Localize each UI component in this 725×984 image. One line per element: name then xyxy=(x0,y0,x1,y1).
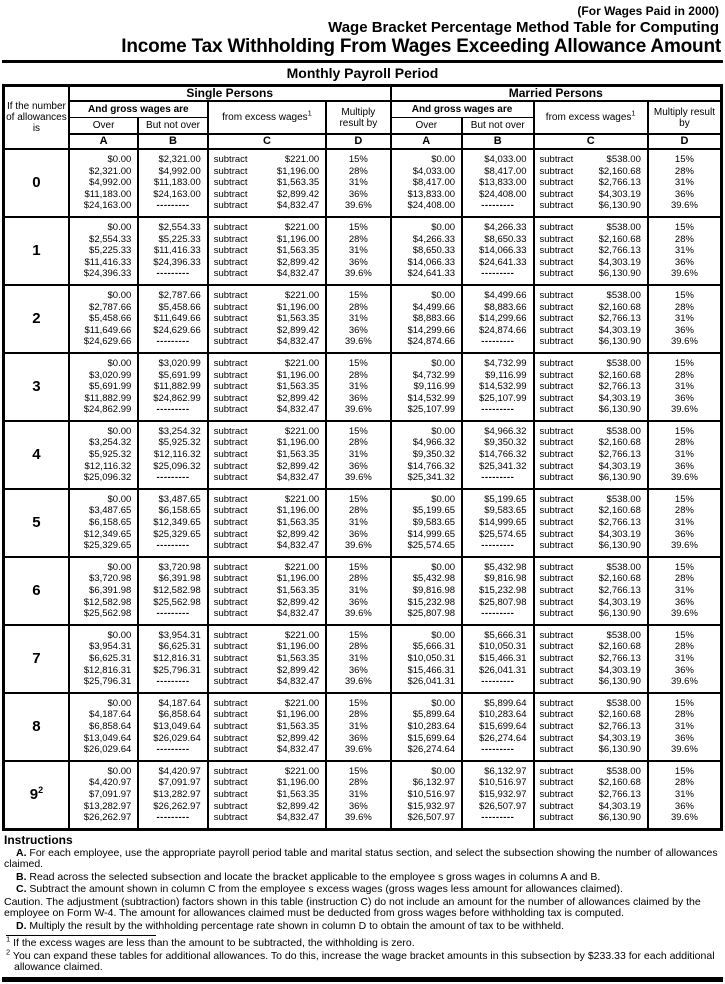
single-multiply-rate-cell: 15% 28% 31% 36% 39.6% xyxy=(326,217,390,285)
single-over-cell: $0.00 $2,554.33 $5,225.33 $11,416.33 $24,396.33 xyxy=(69,217,138,285)
instruction-d-label: D. xyxy=(16,919,27,932)
married-multiply-rate-cell: 15% 28% 31% 36% 39.6% xyxy=(648,353,722,421)
allowance-count: 0 xyxy=(4,149,69,217)
title-line-1: Wage Bracket Percentage Method Table for Computing xyxy=(328,19,719,36)
allowance-row-6 xyxy=(4,557,722,625)
allowance-row-3 xyxy=(4,353,722,421)
single-not-over-header: But not over xyxy=(138,118,207,135)
single-subtract-cell: subtract $221.00 subtract $1,196.00 subtract $1,563.35 subtract $2,899.42 subtract $4,832.47 xyxy=(208,217,326,285)
married-subtract-cell: subtract $538.00 subtract $2,160.68 subtract $2,766.13 subtract $4,303.19 subtract $6,130.90 xyxy=(534,421,648,489)
single-over-cell: $0.00 $2,787.66 $5,458.66 $11,649.66 $24,629.66 xyxy=(69,285,138,353)
column-letter-c: C xyxy=(534,134,648,149)
single-over-cell: $0.00 $4,420.97 $7,091.97 $13,282.97 $26,262.97 xyxy=(69,761,138,829)
column-letter-b: B xyxy=(462,134,533,149)
single-but-not-over-cell: $3,020.99 $5,691.99 $11,882.99 $24,862.99 --------- xyxy=(138,353,207,421)
married-subtract-cell: subtract $538.00 subtract $2,160.68 subtract $2,766.13 subtract $4,303.19 subtract $6,130.90 xyxy=(534,761,648,829)
allowance-row-8 xyxy=(4,693,722,761)
column-letter-b: B xyxy=(138,134,207,149)
single-but-not-over-cell: $2,554.33 $5,225.33 $11,416.33 $24,396.33 --------- xyxy=(138,217,207,285)
married-multiply-rate-cell: 15% 28% 31% 36% 39.6% xyxy=(648,149,722,217)
married-over-cell: $0.00 $5,666.31 $10,050.31 $15,466.31 $26,041.31 xyxy=(391,625,462,693)
allowance-footnote-ref: 2 xyxy=(38,785,44,796)
married-but-not-over-cell: $4,033.00 $8,417.00 $13,833.00 $24,408.00 --------- xyxy=(462,149,533,217)
single-subtract-cell: subtract $221.00 subtract $1,196.00 subtract $1,563.35 subtract $2,899.42 subtract $4,832.47 xyxy=(208,557,326,625)
single-but-not-over-cell: $3,254.32 $5,925.32 $12,116.32 $25,096.32 --------- xyxy=(138,421,207,489)
single-subtract-cell: subtract $221.00 subtract $1,196.00 subtract $1,563.35 subtract $2,899.42 subtract $4,832.47 xyxy=(208,353,326,421)
single-over-cell: $0.00 $2,321.00 $4,992.00 $11,183.00 $24,163.00 xyxy=(69,149,138,217)
page-bottom-rule xyxy=(2,977,723,982)
column-letter-d: D xyxy=(326,134,390,149)
allowance-count: 5 xyxy=(4,489,69,557)
married-but-not-over-cell: $5,666.31 $10,050.31 $15,466.31 $26,041.31 --------- xyxy=(462,625,533,693)
married-subtract-cell: subtract $538.00 subtract $2,160.68 subtract $2,766.13 subtract $4,303.19 subtract $6,130.90 xyxy=(534,217,648,285)
instruction-b-label: B. xyxy=(16,870,27,883)
married-subtract-cell: subtract $538.00 subtract $2,160.68 subtract $2,766.13 subtract $4,303.19 subtract $6,130.90 xyxy=(534,489,648,557)
allowance-row-2 xyxy=(4,285,722,353)
single-multiply-rate-cell: 15% 28% 31% 36% 39.6% xyxy=(326,421,390,489)
single-multiply-rate-cell: 15% 28% 31% 36% 39.6% xyxy=(326,285,390,353)
single-subtract-cell: subtract $221.00 subtract $1,196.00 subtract $1,563.35 subtract $2,899.42 subtract $4,832.47 xyxy=(208,285,326,353)
single-but-not-over-cell: $2,787.66 $5,458.66 $11,649.66 $24,629.66 --------- xyxy=(138,285,207,353)
married-multiply-rate-cell: 15% 28% 31% 36% 39.6% xyxy=(648,421,722,489)
footnote-2 xyxy=(6,947,721,974)
married-subtract-cell: subtract $538.00 subtract $2,160.68 subtract $2,766.13 subtract $4,303.19 subtract $6,130.90 xyxy=(534,557,648,625)
instruction-b xyxy=(4,872,721,884)
single-over-header: Over xyxy=(69,118,138,135)
married-multiply-rate-cell: 15% 28% 31% 36% 39.6% xyxy=(648,625,722,693)
single-but-not-over-cell: $4,420.97 $7,091.97 $13,282.97 $26,262.97 --------- xyxy=(138,761,207,829)
allowance-count: 7 xyxy=(4,625,69,693)
married-over-cell: $0.00 $5,199.65 $9,583.65 $14,999.65 $25,574.65 xyxy=(391,489,462,557)
allowances-header: If the number of allowances is xyxy=(4,86,69,150)
wage-bracket-table xyxy=(2,84,723,831)
footnote-1-text: If the excess wages are less than the amount to be subtracted, the withholding is zero. xyxy=(10,937,415,950)
footnote-2-ref: 2 xyxy=(6,947,11,957)
married-persons-header: Married Persons xyxy=(391,86,722,102)
instruction-a-text: For each employee, use the appropriate payroll period table and marital status section, and select the subsection showing the number of allowances claimed. xyxy=(4,846,718,871)
single-persons-header: Single Persons xyxy=(69,86,391,102)
married-over-cell: $0.00 $5,432.98 $9,816.98 $15,232.98 $25,807.98 xyxy=(391,557,462,625)
married-subtract-cell: subtract $538.00 subtract $2,160.68 subtract $2,766.13 subtract $4,303.19 subtract $6,130.90 xyxy=(534,693,648,761)
married-multiply-rate-cell: 15% 28% 31% 36% 39.6% xyxy=(648,285,722,353)
married-multiply-rate-cell: 15% 28% 31% 36% 39.6% xyxy=(648,761,722,829)
married-multiply-rate-cell: 15% 28% 31% 36% 39.6% xyxy=(648,693,722,761)
single-subtract-cell: subtract $221.00 subtract $1,196.00 subtract $1,563.35 subtract $2,899.42 subtract $4,832.47 xyxy=(208,421,326,489)
married-but-not-over-cell: $5,432.98 $9,816.98 $15,232.98 $25,807.98 --------- xyxy=(462,557,533,625)
instruction-a xyxy=(4,848,721,871)
married-over-cell: $0.00 $4,266.33 $8,650.33 $14,066.33 $24,641.33 xyxy=(391,217,462,285)
single-over-cell: $0.00 $3,020.99 $5,691.99 $11,882.99 $24,862.99 xyxy=(69,353,138,421)
married-but-not-over-cell: $5,199.65 $9,583.65 $14,999.65 $25,574.65 --------- xyxy=(462,489,533,557)
column-letter-a: A xyxy=(69,134,138,149)
single-subtract-cell: subtract $221.00 subtract $1,196.00 subtract $1,563.35 subtract $2,899.42 subtract $4,832.47 xyxy=(208,693,326,761)
single-subtract-header xyxy=(208,101,326,134)
instruction-c-label: C. xyxy=(16,883,27,896)
footnote-2-text: You can expand these tables for additional allowances. To do this, increase the wage bracket amounts in this subsection by $233.33 for each additional allowance claimed. xyxy=(10,949,715,974)
allowance-count: 8 xyxy=(4,693,69,761)
allowance-count: 2 xyxy=(4,285,69,353)
instruction-caution-text: The adjustment (subtraction) factors shown in this table (instruction C) do not include an amount for the number of allowances claimed by the employee on Form W-4. The amount for allowances claimed must be deducted from gross wages before withholding tax is computed. xyxy=(4,895,701,920)
single-but-not-over-cell: $2,321.00 $4,992.00 $11,183.00 $24,163.00 --------- xyxy=(138,149,207,217)
allowance-count: $9^2$ xyxy=(4,761,69,829)
married-over-cell: $0.00 $4,966.32 $9,350.32 $14,766.32 $25,341.32 xyxy=(391,421,462,489)
column-letter-d: D xyxy=(648,134,722,149)
single-gross-wages-header: And gross wages are xyxy=(69,101,208,118)
column-letter-a: A xyxy=(391,134,462,149)
married-but-not-over-cell: $5,899.64 $10,283.64 $15,699.64 $26,274.64 --------- xyxy=(462,693,533,761)
instruction-a-label: A. xyxy=(16,846,27,859)
single-multiply-rate-cell: 15% 28% 31% 36% 39.6% xyxy=(326,353,390,421)
single-over-cell: $0.00 $3,954.31 $6,625.31 $12,816.31 $25,796.31 xyxy=(69,625,138,693)
allowance-row-1 xyxy=(4,217,722,285)
married-but-not-over-cell: $4,732.99 $9,116.99 $14,532.99 $25,107.99 --------- xyxy=(462,353,533,421)
single-over-cell: $0.00 $4,187.64 $6,858.64 $13,049.64 $26,029.64 xyxy=(69,693,138,761)
footnote-1-ref: 1 xyxy=(6,934,11,944)
footnotes-section xyxy=(2,934,723,974)
married-over-cell: $0.00 $4,732.99 $9,116.99 $14,532.99 $25,107.99 xyxy=(391,353,462,421)
single-but-not-over-cell: $3,487.65 $6,158.65 $12,349.65 $25,329.65 --------- xyxy=(138,489,207,557)
allowance-count: 6 xyxy=(4,557,69,625)
footnote-ref-1: 1 xyxy=(631,108,636,118)
married-over-cell: $0.00 $4,499.66 $8,883.66 $14,299.66 $24,874.66 xyxy=(391,285,462,353)
title-line-2: Income Tax Withholding From Wages Exceeding Allowance Amount xyxy=(121,36,721,57)
single-multiply-rate-cell: 15% 28% 31% 36% 39.6% xyxy=(326,557,390,625)
single-multiply-rate-cell: 15% 28% 31% 36% 39.6% xyxy=(326,625,390,693)
married-subtract-cell: subtract $538.00 subtract $2,160.68 subtract $2,766.13 subtract $4,303.19 subtract $6,130.90 xyxy=(534,353,648,421)
table-body xyxy=(4,149,722,829)
married-over-header: Over xyxy=(391,118,462,135)
married-over-cell: $0.00 $5,899.64 $10,283.64 $15,699.64 $26,274.64 xyxy=(391,693,462,761)
married-not-over-header: But not over xyxy=(462,118,533,135)
married-multiply-rate-cell: 15% 28% 31% 36% 39.6% xyxy=(648,557,722,625)
married-multiply-rate-cell: 15% 28% 31% 36% 39.6% xyxy=(648,489,722,557)
married-subtract-cell: subtract $538.00 subtract $2,160.68 subtract $2,766.13 subtract $4,303.19 subtract $6,130.90 xyxy=(534,285,648,353)
instruction-caution-label: Caution. xyxy=(4,895,44,908)
allowance-row-9 xyxy=(4,761,722,829)
instruction-b-text: Read across the selected subsection and locate the bracket applicable to the employee s gross wages in columns A and B. xyxy=(26,870,601,883)
single-but-not-over-cell: $4,187.64 $6,858.64 $13,049.64 $26,029.64 --------- xyxy=(138,693,207,761)
married-over-cell: $0.00 $4,033.00 $8,417.00 $13,833.00 $24,408.00 xyxy=(391,149,462,217)
instruction-c-text: Subtract the amount shown in column C from the employee s excess wages (gross wages less amount for allowances claimed). xyxy=(26,883,623,896)
married-subtract-header xyxy=(534,101,648,134)
married-but-not-over-cell: $4,266.33 $8,650.33 $14,066.33 $24,641.33 --------- xyxy=(462,217,533,285)
single-subtract-cell: subtract $221.00 subtract $1,196.00 subtract $1,563.35 subtract $2,899.42 subtract $4,832.47 xyxy=(208,149,326,217)
allowance-count: 4 xyxy=(4,421,69,489)
single-over-cell: $0.00 $3,254.32 $5,925.32 $12,116.32 $25,096.32 xyxy=(69,421,138,489)
married-but-not-over-cell: $4,966.32 $9,350.32 $14,766.32 $25,341.32 --------- xyxy=(462,421,533,489)
subtract-header-text: from excess wages xyxy=(545,112,632,123)
instruction-d-text: Multiply the result by the withholding percentage rate shown in column D to obtain the amount of tax to be withheld. xyxy=(26,919,565,932)
single-subtract-cell: subtract $221.00 subtract $1,196.00 subtract $1,563.35 subtract $2,899.42 subtract $4,832.47 xyxy=(208,489,326,557)
allowance-row-0 xyxy=(4,149,722,217)
single-subtract-cell: subtract $221.00 subtract $1,196.00 subtract $1,563.35 subtract $2,899.42 subtract $4,832.47 xyxy=(208,625,326,693)
allowance-row-5 xyxy=(4,489,722,557)
single-over-cell: $0.00 $3,487.65 $6,158.65 $12,349.65 $25,329.65 xyxy=(69,489,138,557)
single-over-cell: $0.00 $3,720.98 $6,391.98 $12,582.98 $25,562.98 xyxy=(69,557,138,625)
married-but-not-over-cell: $6,132.97 $10,516.97 $15,932.97 $26,507.97 --------- xyxy=(462,761,533,829)
subtract-header-text: from excess wages xyxy=(222,112,308,123)
married-multiply-header: Multiply result by xyxy=(648,101,722,134)
single-but-not-over-cell: $3,954.31 $6,625.31 $12,816.31 $25,796.31 --------- xyxy=(138,625,207,693)
single-but-not-over-cell: $3,720.98 $6,391.98 $12,582.98 $25,562.98 --------- xyxy=(138,557,207,625)
footnote-ref-1: 1 xyxy=(307,108,312,118)
allowance-count: 3 xyxy=(4,353,69,421)
single-multiply-rate-cell: 15% 28% 31% 36% 39.6% xyxy=(326,693,390,761)
allowance-count: 1 xyxy=(4,217,69,285)
column-letter-c: C xyxy=(208,134,326,149)
married-over-cell: $0.00 $6,132.97 $10,516.97 $15,932.97 $26,507.97 xyxy=(391,761,462,829)
married-subtract-cell: subtract $538.00 subtract $2,160.68 subtract $2,766.13 subtract $4,303.19 subtract $6,130.90 xyxy=(534,149,648,217)
instructions-title: Instructions xyxy=(4,832,73,847)
instruction-caution xyxy=(4,897,721,920)
single-multiply-header: Multiply result by xyxy=(326,101,390,134)
allowance-row-4 xyxy=(4,421,722,489)
instruction-c xyxy=(4,884,721,896)
single-multiply-rate-cell: 15% 28% 31% 36% 39.6% xyxy=(326,149,390,217)
married-but-not-over-cell: $4,499.66 $8,883.66 $14,299.66 $24,874.66 --------- xyxy=(462,285,533,353)
married-multiply-rate-cell: 15% 28% 31% 36% 39.6% xyxy=(648,217,722,285)
single-subtract-cell: subtract $221.00 subtract $1,196.00 subtract $1,563.35 subtract $2,899.42 subtract $4,832.47 xyxy=(208,761,326,829)
instructions-section xyxy=(2,831,723,933)
married-subtract-cell: subtract $538.00 subtract $2,160.68 subtract $2,766.13 subtract $4,303.19 subtract $6,130.90 xyxy=(534,625,648,693)
single-multiply-rate-cell: 15% 28% 31% 36% 39.6% xyxy=(326,489,390,557)
footnote-1 xyxy=(6,934,721,950)
married-gross-wages-header: And gross wages are xyxy=(391,101,534,118)
single-multiply-rate-cell: 15% 28% 31% 36% 39.6% xyxy=(326,761,390,829)
instruction-d xyxy=(4,921,721,933)
payroll-period-title: Monthly Payroll Period xyxy=(286,65,439,81)
wages-paid-note: (For Wages Paid in 2000) xyxy=(577,4,719,18)
allowance-row-7 xyxy=(4,625,722,693)
